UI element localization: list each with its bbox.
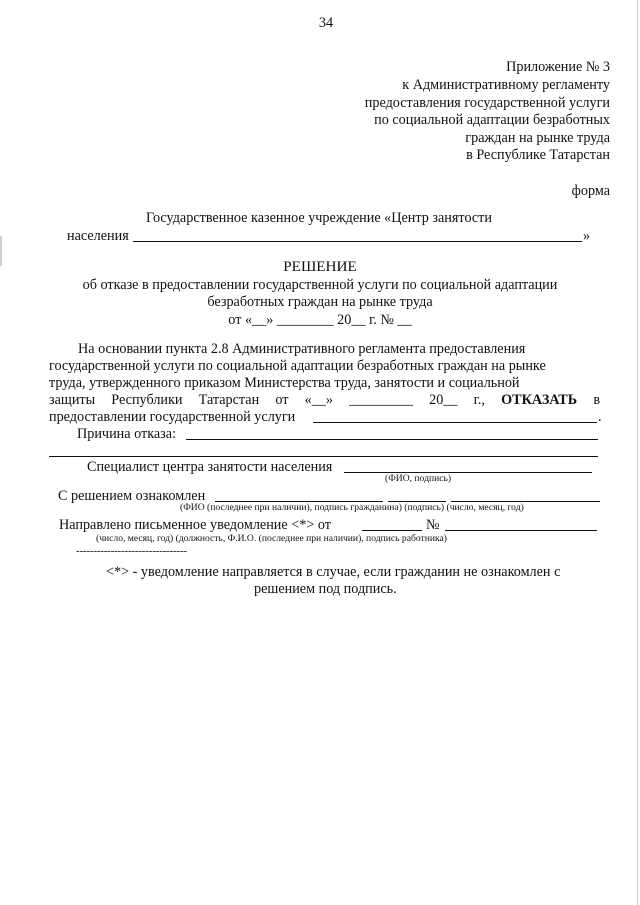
- page-number: 34: [318, 15, 334, 31]
- body-line-5-end: .: [598, 409, 602, 425]
- scan-mark: [0, 236, 2, 266]
- body-line-4-start: защиты Республики Татарстан от «__» _________ 20__ г.,: [49, 392, 485, 408]
- reason-field: [186, 439, 598, 440]
- institution-line-2-prefix: населения: [67, 228, 129, 244]
- acquainted-label: С решением ознакомлен: [58, 488, 206, 504]
- notification-label: Направлено письменное уведомление <*> от: [59, 517, 331, 533]
- refuse-word: ОТКАЗАТЬ: [501, 392, 578, 408]
- footnote-line-1: <*> - уведомление направляется в случае, если гражданин не ознакомлен с: [106, 564, 561, 580]
- body-line-4: [49, 391, 600, 409]
- body-line-5: предоставлении государственной услуги: [49, 409, 296, 425]
- acquainted-caption: (ФИО (последнее при наличии), подпись гражданина) (подпись) (число, месяц, год): [180, 502, 524, 513]
- institution-line-1: Государственное казенное учреждение «Центр занятости: [146, 210, 492, 226]
- appendix-line-1: Приложение № 3: [506, 59, 610, 75]
- body-line-1: На основании пункта 2.8 Административного регламента предоставления: [78, 341, 526, 357]
- decision-title: РЕШЕНИЕ: [283, 258, 357, 275]
- specialist-label: Специалист центра занятости населения: [87, 459, 333, 475]
- notification-date-field: [362, 530, 422, 531]
- body-line-2: государственной услуги по социальной адаптации безработных граждан на рынке: [49, 358, 546, 374]
- footnote-line-2: решением под подпись.: [254, 581, 397, 597]
- reason-field-continuation: [49, 456, 598, 457]
- body-line-3: труда, утвержденного приказом Министерства труда, занятости и социальной: [49, 375, 520, 391]
- decision-date-line: от «__» ________ 20__ г. № __: [228, 312, 412, 328]
- body-line-4-end: в: [593, 392, 601, 408]
- notification-number-label: №: [426, 517, 440, 533]
- specialist-caption: (ФИО, подпись): [385, 473, 452, 484]
- scan-edge: [637, 0, 638, 905]
- reason-label: Причина отказа:: [77, 426, 177, 442]
- notification-number-field: [445, 530, 597, 531]
- specialist-signature-field: [344, 472, 592, 473]
- appendix-line-5: граждан на рынке труда: [465, 130, 610, 146]
- notification-caption: (число, месяц, год) (должность, Ф.И.О. (последнее при наличии), подпись работника): [96, 533, 447, 544]
- footnote-separator: --------------------------------: [76, 545, 187, 557]
- institution-name-field: [133, 241, 582, 242]
- service-field: [313, 422, 597, 423]
- appendix-line-6: в Республике Татарстан: [466, 147, 610, 163]
- appendix-line-4: по социальной адаптации безработных: [374, 112, 610, 128]
- institution-line-2-suffix: »: [583, 228, 591, 244]
- decision-subtitle-2: безработных граждан на рынке труда: [207, 294, 433, 310]
- appendix-line-3: предоставления государственной услуги: [364, 95, 610, 111]
- appendix-line-2: к Административному регламенту: [402, 77, 610, 93]
- decision-subtitle-1: об отказе в предоставлении государственной услуги по социальной адаптации: [82, 277, 558, 293]
- form-label: форма: [571, 183, 610, 199]
